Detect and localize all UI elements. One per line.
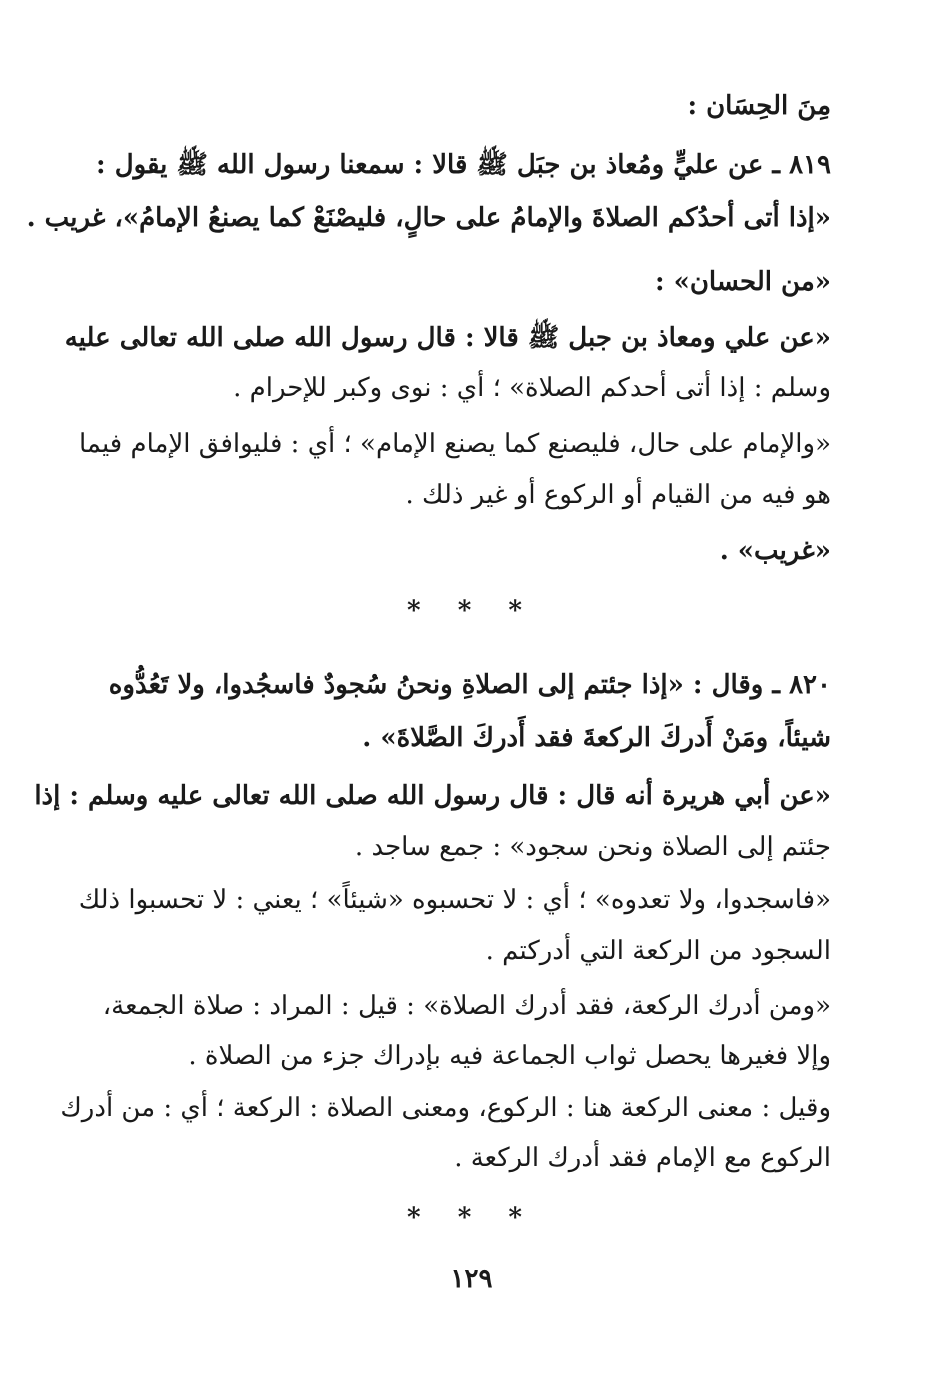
commentary-820-p2-line-1: «فاسجدوا، ولا تعدوه» ؛ أي : لا تحسبوه «شيئاً» ؛ يعني : لا تحسبوا ذلك xyxy=(78,885,831,915)
commentary-820-p4-line-2: الركوع مع الإمام فقد أدرك الركعة . xyxy=(454,1143,831,1173)
hadith-819-line-1: ٨١٩ ـ عن عليٍّ ومُعاذ بن جبَل ﷺ قالا : سمعنا رسول الله ﷺ يقول : xyxy=(96,150,831,180)
commentary-819-p3-line-1: «والإمام على حال، فليصنع كما يصنع الإمام» ؛ أي : فليوافق الإمام فيما xyxy=(79,429,831,459)
commentary-820-p3-line-2: وإلا فغيرها يحصل ثواب الجماعة فيه بإدراك جزء من الصلاة . xyxy=(188,1041,831,1071)
commentary-819-p3-line-2: هو فيه من القيام أو الركوع أو غير ذلك . xyxy=(405,480,831,510)
commentary-820-p1-line-1: «عن أبي هريرة أنه قال : قال رسول الله صلى الله تعالى عليه وسلم : إذا xyxy=(34,781,831,811)
commentary-820-p3-line-1: «ومن أدرك الركعة، فقد أدرك الصلاة» : قيل : المراد : صلاة الجمعة، xyxy=(102,991,831,1021)
section-separator: * * * xyxy=(407,1203,536,1233)
page-number: ١٢٩ xyxy=(450,1264,493,1294)
commentary-819-heading: «من الحسان» : xyxy=(654,267,831,297)
commentary-819-p2-line-2: وسلم : إذا أتى أحدكم الصلاة» ؛ أي : نوى وكبر للإحرام . xyxy=(233,373,831,403)
section-heading: مِنَ الحِسَان : xyxy=(687,91,831,121)
commentary-820-p1-line-2: جئتم إلى الصلاة ونحن سجود» : جمع ساجد . xyxy=(354,832,831,862)
commentary-820-p2-line-2: السجود من الركعة التي أدركتم . xyxy=(485,936,831,966)
commentary-819-p4: «غريب» . xyxy=(719,536,831,566)
hadith-820-line-1: ٨٢٠ ـ وقال : «إذا جئتم إلى الصلاةِ ونحنُ سُجودٌ فاسجُدوا، ولا تَعُدُّوه xyxy=(108,670,831,700)
hadith-819-line-2: «إذا أتى أحدُكم الصلاةَ والإمامُ على حالٍ، فليصْنَعْ كما يصنعُ الإمامُ»، غريب . xyxy=(26,203,831,233)
section-separator: * * * xyxy=(407,596,536,626)
hadith-820-line-2: شيئاً، ومَنْ أَدركَ الركعةَ فقد أَدركَ الصَّلاةَ» . xyxy=(362,723,831,753)
commentary-819-p2-line-1: «عن علي ومعاذ بن جبل ﷺ قالا : قال رسول الله صلى الله تعالى عليه xyxy=(64,323,831,353)
commentary-820-p4-line-1: وقيل : معنى الركعة هنا : الركوع، ومعنى الصلاة : الركعة ؛ أي : من أدرك xyxy=(60,1093,831,1123)
